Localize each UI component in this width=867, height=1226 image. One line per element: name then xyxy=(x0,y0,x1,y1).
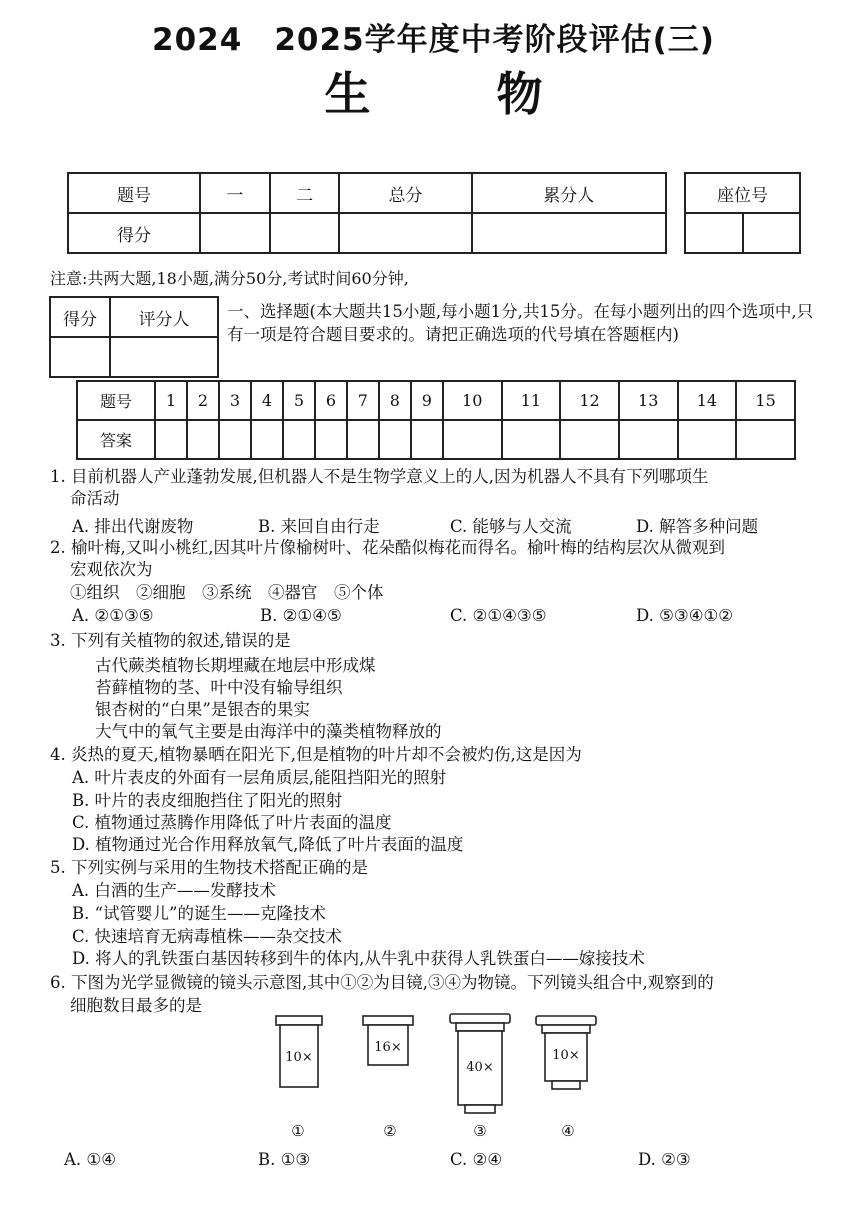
score-header-2: 二 xyxy=(270,173,340,213)
seat-label: 座位号 xyxy=(685,173,800,213)
q2-option-c[interactable]: C. ②①④③⑤ xyxy=(450,606,547,625)
q1-stem-line2: 命活动 xyxy=(70,489,120,508)
grader-cell[interactable] xyxy=(50,337,110,377)
grader-cell[interactable] xyxy=(110,337,218,377)
score-header-1: 一 xyxy=(200,173,270,213)
answer-number: 11 xyxy=(502,381,561,420)
answer-cell[interactable] xyxy=(443,420,502,459)
q4-stem: 4. 炎热的夏天,植物暴晒在阳光下,但是植物的叶片却不会被灼伤,这是因为 xyxy=(50,745,582,764)
answer-number: 8 xyxy=(379,381,411,420)
exam-title: 2024 2025学年度中考阶段评估(三) xyxy=(152,22,715,58)
exam-notice: 注意:共两大题,18小题,满分50分,考试时间60分钟, xyxy=(50,269,409,288)
answer-cell[interactable] xyxy=(219,420,251,459)
q5-option-a[interactable]: A. 白酒的生产——发酵技术 xyxy=(72,881,276,900)
lens-4-number: ④ xyxy=(561,1122,575,1140)
q5-option-b[interactable]: B. “试管婴儿”的诞生——克隆技术 xyxy=(72,904,326,923)
answer-cell[interactable] xyxy=(187,420,219,459)
answer-number: 13 xyxy=(619,381,678,420)
answer-cell[interactable] xyxy=(347,420,379,459)
answer-cell[interactable] xyxy=(619,420,678,459)
q3-option-b[interactable]: 苔藓植物的茎、叶中没有输导组织 xyxy=(95,678,343,697)
seat-cell[interactable] xyxy=(743,213,801,253)
q1-option-c[interactable]: C. 能够与人交流 xyxy=(450,517,572,536)
answer-number: 14 xyxy=(678,381,737,420)
q4-option-d[interactable]: D. 植物通过光合作用释放氧气,降低了叶片表面的温度 xyxy=(72,835,464,854)
lens-2-number: ② xyxy=(383,1122,397,1140)
answer-qnum-label: 题号 xyxy=(77,381,155,420)
score-header-total: 总分 xyxy=(339,173,471,213)
grader-score-label: 得分 xyxy=(50,297,110,337)
answer-cell[interactable] xyxy=(411,420,443,459)
seat-cell[interactable] xyxy=(685,213,743,253)
answer-cell[interactable] xyxy=(736,420,795,459)
answer-number: 9 xyxy=(411,381,443,420)
q1-stem-line1: 1. 目前机器人产业蓬勃发展,但机器人不是生物学意义上的人,因为机器人不具有下列哪项生 xyxy=(50,467,709,486)
q5-option-d[interactable]: D. 将人的乳铁蛋白基因转移到牛的体内,从牛乳中获得人乳铁蛋白——嫁接技术 xyxy=(72,949,645,968)
grader-table xyxy=(49,296,219,378)
q4-option-a[interactable]: A. 叶片表皮的外面有一层角质层,能阻挡阳光的照射 xyxy=(72,768,447,787)
q3-option-c[interactable]: 银杏树的“白果”是银杏的果实 xyxy=(95,700,310,719)
score-table xyxy=(67,172,667,254)
score-cell[interactable] xyxy=(200,213,270,253)
q6-option-a[interactable]: A. ①④ xyxy=(64,1150,116,1169)
lens-4-magnification: 10× xyxy=(552,1048,580,1063)
seat-table xyxy=(684,172,801,254)
subject-title: 生 物 xyxy=(324,67,583,121)
answer-cell[interactable] xyxy=(379,420,411,459)
q3-option-d[interactable]: 大气中的氧气主要是由海洋中的藻类植物释放的 xyxy=(95,722,442,741)
q2-stem-line1: 2. 榆叶梅,又叫小桃红,因其叶片像榆树叶、花朵酷似梅花而得名。榆叶梅的结构层次从微观到 xyxy=(50,538,725,557)
score-header-qnum: 题号 xyxy=(68,173,200,213)
answer-number: 12 xyxy=(560,381,619,420)
q6-option-c[interactable]: C. ②④ xyxy=(450,1150,503,1169)
q1-option-d[interactable]: D. 解答多种问题 xyxy=(636,517,759,536)
lens-1-magnification: 10× xyxy=(285,1050,313,1065)
answer-number: 3 xyxy=(219,381,251,420)
answer-number: 2 xyxy=(187,381,219,420)
lens-3-magnification: 40× xyxy=(466,1060,494,1075)
q2-option-b[interactable]: B. ②①④⑤ xyxy=(260,606,342,625)
q3-stem: 3. 下列有关植物的叙述,错误的是 xyxy=(50,631,291,650)
answer-number: 1 xyxy=(155,381,187,420)
answer-number: 5 xyxy=(283,381,315,420)
score-header-tallier: 累分人 xyxy=(472,173,666,213)
lens-2-magnification: 16× xyxy=(374,1040,402,1055)
q2-items: ①组织 ②细胞 ③系统 ④器官 ⑤个体 xyxy=(70,583,384,602)
answer-table xyxy=(76,380,796,460)
answer-number: 6 xyxy=(315,381,347,420)
answer-number: 10 xyxy=(443,381,502,420)
grader-reviewer-label: 评分人 xyxy=(110,297,218,337)
q1-option-b[interactable]: B. 来回自由行走 xyxy=(258,517,380,536)
lens-3-number: ③ xyxy=(473,1122,487,1140)
answer-number: 7 xyxy=(347,381,379,420)
q6-option-d[interactable]: D. ②③ xyxy=(638,1150,691,1169)
answer-cell[interactable] xyxy=(502,420,561,459)
q4-option-b[interactable]: B. 叶片的表皮细胞挡住了阳光的照射 xyxy=(72,791,343,810)
answer-cell[interactable] xyxy=(315,420,347,459)
q2-option-a[interactable]: A. ②①③⑤ xyxy=(72,606,154,625)
answer-cell[interactable] xyxy=(560,420,619,459)
q5-stem: 5. 下列实例与采用的生物技术搭配正确的是 xyxy=(50,858,368,877)
answer-number: 4 xyxy=(251,381,283,420)
q4-option-c[interactable]: C. 植物通过蒸腾作用降低了叶片表面的温度 xyxy=(72,813,392,832)
answer-cell[interactable] xyxy=(678,420,737,459)
q6-stem-line1: 6. 下图为光学显微镜的镜头示意图,其中①②为目镜,③④为物镜。下列镜头组合中,观察到的 xyxy=(50,973,714,992)
q1-option-a[interactable]: A. 排出代谢废物 xyxy=(72,517,194,536)
q5-option-c[interactable]: C. 快速培育无病毒植株——杂交技术 xyxy=(72,927,343,946)
answer-cell[interactable] xyxy=(251,420,283,459)
score-cell[interactable] xyxy=(270,213,340,253)
score-row-label: 得分 xyxy=(68,213,200,253)
lens-1-number: ① xyxy=(291,1122,305,1140)
q2-stem-line2: 宏观依次为 xyxy=(70,560,153,579)
q6-stem-line2: 细胞数目最多的是 xyxy=(70,996,202,1015)
q6-option-b[interactable]: B. ①③ xyxy=(258,1150,311,1169)
microscope-lens-diagram xyxy=(260,1010,620,1120)
section-1-instructions: 一、选择题(本大题共15小题,每小题1分,共15分。在每小题列出的四个选项中,只有一项是符合题目要求的。请把正确选项的代号填在答题框内) xyxy=(227,302,814,344)
answer-number: 15 xyxy=(736,381,795,420)
q2-option-d[interactable]: D. ⑤③④①② xyxy=(636,606,734,625)
answer-cell[interactable] xyxy=(155,420,187,459)
score-cell[interactable] xyxy=(472,213,666,253)
answer-cell[interactable] xyxy=(283,420,315,459)
answer-row-label: 答案 xyxy=(77,420,155,459)
q3-option-a[interactable]: 古代蕨类植物长期埋藏在地层中形成煤 xyxy=(95,656,376,675)
score-cell[interactable] xyxy=(339,213,471,253)
